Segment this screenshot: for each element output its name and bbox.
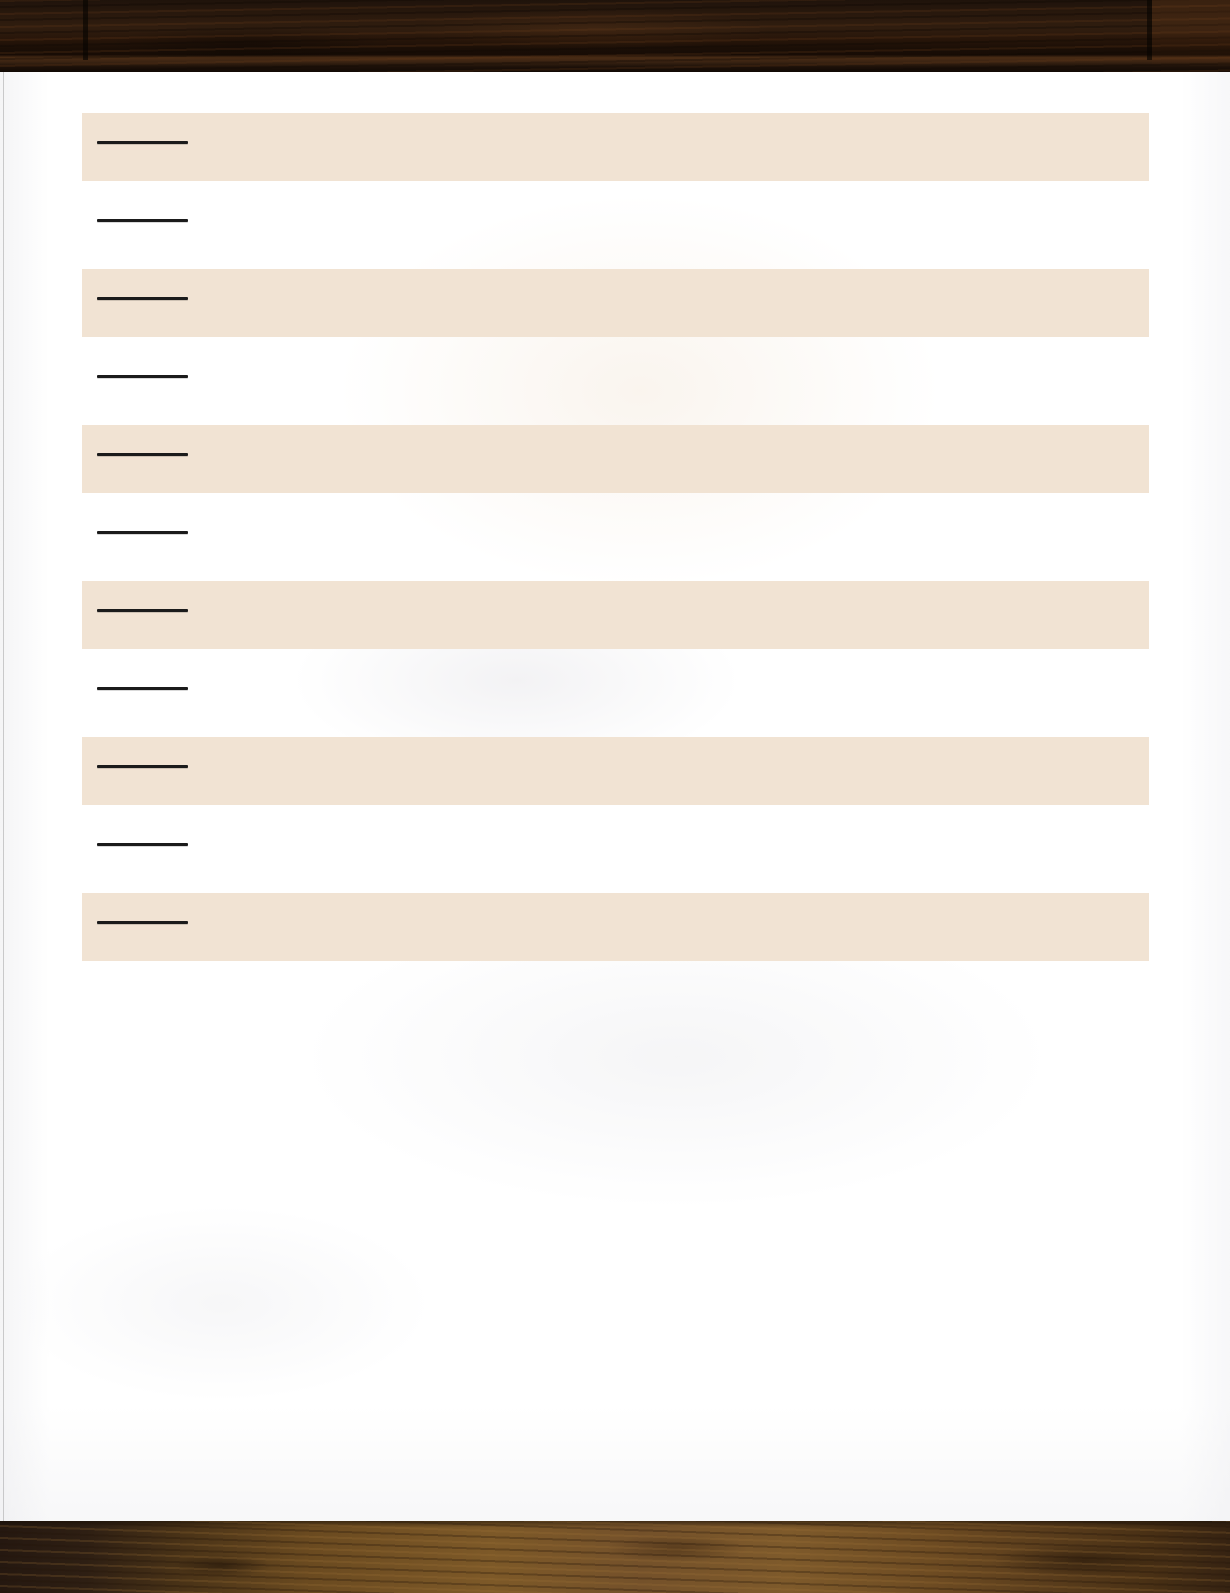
blank-write-line [97,609,188,612]
page-edge-line [3,72,4,1521]
blank-write-line [97,765,188,768]
highlight-band [82,581,1149,649]
wood-plank-seam-left [83,0,88,60]
blank-write-line [97,687,188,690]
blank-write-line [97,843,188,846]
highlight-band [82,425,1149,493]
blank-write-line [97,297,188,300]
highlight-band [82,893,1149,961]
wood-grain-texture [0,0,1230,72]
wood-plank-right-panel [1152,0,1230,64]
paper-page [0,72,1230,1521]
wood-frame-top [0,0,1230,72]
wood-table-bottom [0,1521,1230,1593]
blank-write-line [97,375,188,378]
blank-write-line [97,921,188,924]
blank-write-line [97,141,188,144]
blank-write-line [97,531,188,534]
highlight-band [82,737,1149,805]
highlight-band [82,269,1149,337]
blank-write-line [97,219,188,222]
highlight-band [82,113,1149,181]
wood-grain-texture [0,1521,1230,1593]
blank-write-line [97,453,188,456]
